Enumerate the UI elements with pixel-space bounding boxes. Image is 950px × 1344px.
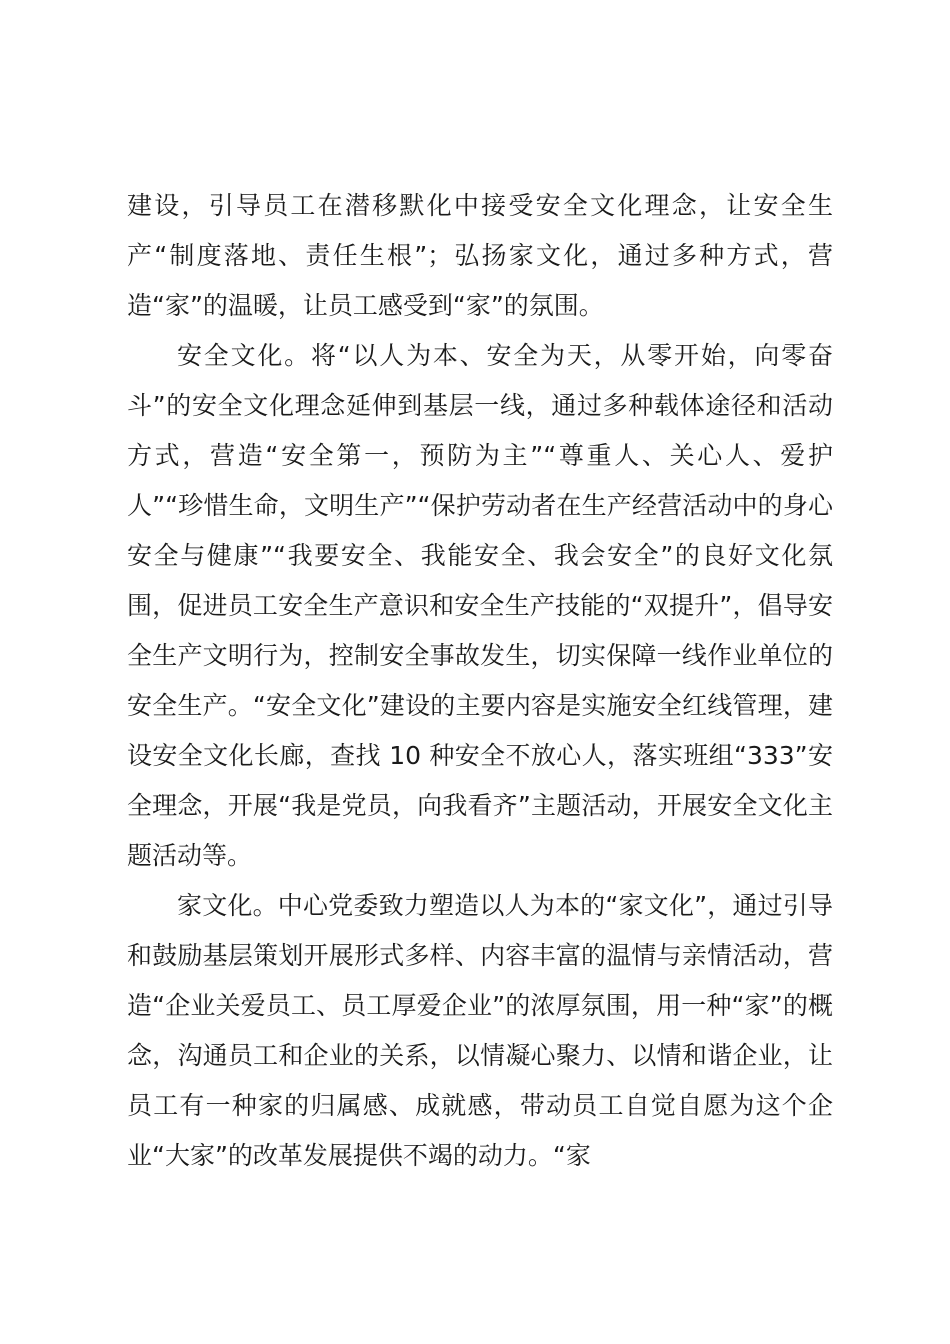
paragraph-intro: 建设，引导员工在潜移默化中接受安全文化理念，让安全生产“制度落地、责任生根”；弘扬家文化，通过多种方式，营造“家”的温暖，让员工感受到“家”的氛围。 bbox=[127, 191, 833, 320]
paragraph-home-culture: 家文化。中心党委致力塑造以人为本的“家文化”，通过引导和鼓励基层策划开展形式多样、内容丰富的温情与亲情活动，营造“企业关爱员工、员工厚爱企业”的浓厚氛围，用一种“家”的概念，沟通员工和企业的关系，以情凝心聚力、以情和谐企业，让员工有一种家的归属感、成就感，带动员工自觉自愿为这个企业“大家”的改革发展提供不竭的动力。“家 bbox=[127, 891, 833, 1170]
document-body bbox=[127, 181, 833, 1181]
paragraph-safety-culture: 安全文化。将“以人为本、安全为天，从零开始，向零奋斗”的安全文化理念延伸到基层一线，通过多种载体途径和活动方式，营造“安全第一，预防为主”“尊重人、关心人、爱护人”“珍惜生命，文明生产”“保护劳动者在生产经营活动中的身心安全与健康”“我要安全、我能安全、我会安全”的良好文化氛围，促进员工安全生产意识和安全生产技能的“双提升”，倡导安全生产文明行为，控制安全事故发生，切实保障一线作业单位的安全生产。“安全文化”建设的主要内容是实施安全红线管理，建设安全文化长廊，查找 10 种安全不放心人，落实班组“333”安全理念，开展“我是党员，向我看齐”主题活动，开展安全文化主题活动等。 bbox=[127, 341, 833, 870]
